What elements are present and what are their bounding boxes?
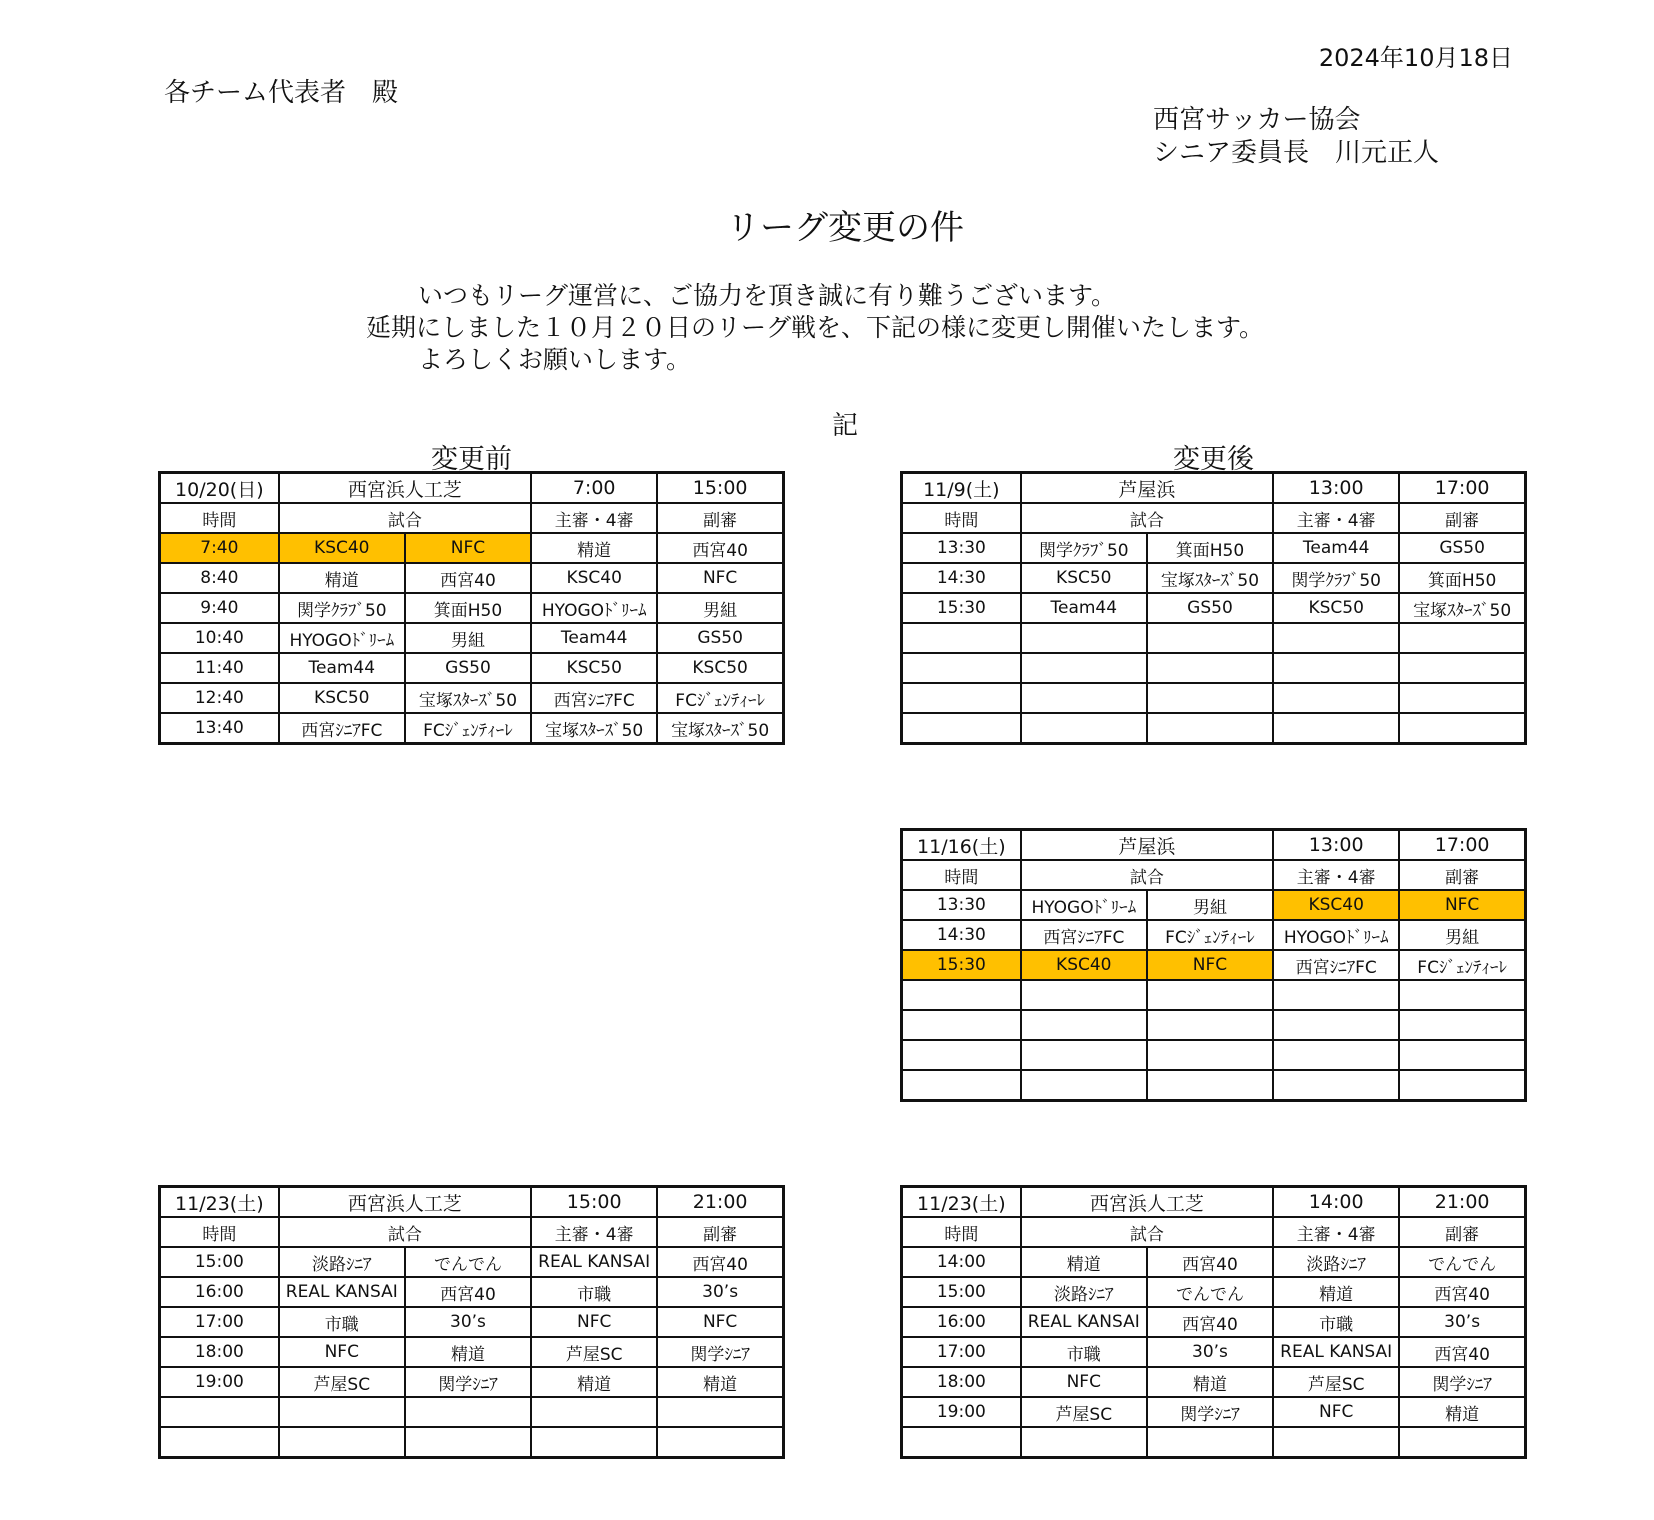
end-time: 17:00 <box>1399 473 1525 504</box>
col-match-label: 試合 <box>1021 1217 1273 1247</box>
schedule-table-before-1123 <box>158 1185 785 1459</box>
table-subheader-row <box>160 503 784 533</box>
assistant-cell <box>1399 713 1525 744</box>
time-cell: 17:00 <box>160 1307 279 1337</box>
assistant-cell: 宝塚ｽﾀｰｽﾞ50 <box>1399 593 1525 623</box>
assistant-cell: 30’s <box>1399 1307 1525 1337</box>
away-team-cell: 宝塚ｽﾀｰｽﾞ50 <box>1147 563 1273 593</box>
assistant-cell: NFC <box>1399 890 1525 920</box>
table-row <box>160 1397 784 1427</box>
referee-cell: REAL KANSAI <box>1273 1337 1399 1367</box>
referee-cell: Team44 <box>531 623 657 653</box>
table-row <box>902 1427 1526 1458</box>
away-team-cell: 西宮40 <box>1147 1247 1273 1277</box>
time-cell: 15:30 <box>902 593 1021 623</box>
away-team-cell: 男組 <box>1147 890 1273 920</box>
start-time: 14:00 <box>1273 1187 1399 1218</box>
end-time: 17:00 <box>1399 830 1525 861</box>
table-row <box>160 1427 784 1458</box>
table-row <box>902 713 1526 744</box>
col-time-label: 時間 <box>902 1217 1021 1247</box>
referee-cell: 精道 <box>531 1367 657 1397</box>
table-row <box>902 1337 1526 1367</box>
body-line-3: よろしくお願いします。 <box>418 345 692 374</box>
table-row <box>902 1367 1526 1397</box>
start-time: 15:00 <box>531 1187 657 1218</box>
assistant-cell: 箕面H50 <box>1399 563 1525 593</box>
table-subheader-row <box>902 503 1526 533</box>
table-header-row <box>902 1187 1526 1218</box>
home-team-cell <box>1021 1427 1147 1458</box>
table-row <box>902 1397 1526 1427</box>
time-cell <box>160 1427 279 1458</box>
table-row <box>902 683 1526 713</box>
venue: 西宮浜人工芝 <box>279 1187 531 1218</box>
schedule-table-after-1116 <box>900 828 1527 1102</box>
table-subheader-row <box>160 1217 784 1247</box>
assistant-cell <box>1399 1427 1525 1458</box>
referee-cell <box>1273 1427 1399 1458</box>
referee-cell: NFC <box>531 1307 657 1337</box>
assistant-cell: 西宮40 <box>1399 1277 1525 1307</box>
away-team-cell: 箕面H50 <box>1147 533 1273 563</box>
col-assistant-label: 副審 <box>1399 503 1525 533</box>
table-row <box>160 533 784 563</box>
assistant-cell <box>1399 980 1525 1010</box>
home-team-cell: 精道 <box>279 563 405 593</box>
assistant-cell: 精道 <box>1399 1397 1525 1427</box>
referee-cell: HYOGOﾄﾞﾘｰﾑ <box>531 593 657 623</box>
col-referee-label: 主審・4審 <box>531 1217 657 1247</box>
assistant-cell <box>657 1397 783 1427</box>
away-team-cell: GS50 <box>1147 593 1273 623</box>
time-cell: 13:30 <box>902 533 1021 563</box>
away-team-cell: NFC <box>1147 950 1273 980</box>
away-team-cell: 30’s <box>405 1307 531 1337</box>
referee-cell: 市職 <box>531 1277 657 1307</box>
table-row <box>902 890 1526 920</box>
table-row <box>902 563 1526 593</box>
time-cell: 15:00 <box>902 1277 1021 1307</box>
col-assistant-label: 副審 <box>1399 860 1525 890</box>
time-cell: 18:00 <box>160 1337 279 1367</box>
table-row <box>160 683 784 713</box>
time-cell: 18:00 <box>902 1367 1021 1397</box>
referee-cell <box>1273 713 1399 744</box>
end-time: 21:00 <box>657 1187 783 1218</box>
table-row <box>902 623 1526 653</box>
referee-cell: 関学ｸﾗﾌﾞ50 <box>1273 563 1399 593</box>
table-subheader-row <box>902 860 1526 890</box>
col-match-label: 試合 <box>1021 860 1273 890</box>
assistant-cell: 男組 <box>1399 920 1525 950</box>
ki-heading: 記 <box>831 411 858 441</box>
table-row <box>160 1307 784 1337</box>
home-team-cell: KSC50 <box>279 683 405 713</box>
table-row <box>902 1247 1526 1277</box>
home-team-cell: 芦屋SC <box>1021 1397 1147 1427</box>
referee-cell: 芦屋SC <box>531 1337 657 1367</box>
section-label-before: 変更前 <box>431 444 512 475</box>
time-cell: 15:00 <box>160 1247 279 1277</box>
home-team-cell: KSC40 <box>279 533 405 563</box>
assistant-cell: 精道 <box>657 1367 783 1397</box>
home-team-cell <box>279 1427 405 1458</box>
home-team-cell: KSC40 <box>1021 950 1147 980</box>
assistant-cell: KSC50 <box>657 653 783 683</box>
sender-block <box>1153 104 1439 170</box>
schedule-table-before-1020 <box>158 471 785 745</box>
home-team-cell: 精道 <box>1021 1247 1147 1277</box>
referee-cell: HYOGOﾄﾞﾘｰﾑ <box>1273 920 1399 950</box>
start-time: 7:00 <box>531 473 657 504</box>
referee-cell: NFC <box>1273 1397 1399 1427</box>
home-team-cell: 淡路ｼﾆｱ <box>279 1247 405 1277</box>
col-time-label: 時間 <box>902 503 1021 533</box>
away-team-cell <box>1147 713 1273 744</box>
referee-cell: KSC50 <box>531 653 657 683</box>
table-row <box>902 653 1526 683</box>
venue: 芦屋浜 <box>1021 830 1273 861</box>
referee-cell: 精道 <box>531 533 657 563</box>
section-label-after: 変更後 <box>1173 444 1254 475</box>
col-match-label: 試合 <box>279 503 531 533</box>
referee-cell <box>531 1397 657 1427</box>
home-team-cell: Team44 <box>1021 593 1147 623</box>
table-row <box>160 1337 784 1367</box>
home-team-cell: HYOGOﾄﾞﾘｰﾑ <box>1021 890 1147 920</box>
away-team-cell: FCｼﾞｪﾝﾃｨｰﾚ <box>405 713 531 744</box>
referee-cell: 西宮ｼﾆｱFC <box>531 683 657 713</box>
table-header-row <box>160 1187 784 1218</box>
assistant-cell <box>1399 653 1525 683</box>
table-header-row <box>902 830 1526 861</box>
away-team-cell <box>1147 1010 1273 1040</box>
home-team-cell: 関学ｸﾗﾌﾞ50 <box>1021 533 1147 563</box>
document-title: リーグ変更の件 <box>726 208 964 248</box>
time-cell <box>902 1070 1021 1101</box>
referee-cell: KSC50 <box>1273 593 1399 623</box>
time-cell: 8:40 <box>160 563 279 593</box>
home-team-cell <box>279 1397 405 1427</box>
away-team-cell <box>1147 980 1273 1010</box>
table-row <box>902 980 1526 1010</box>
time-cell: 14:30 <box>902 920 1021 950</box>
home-team-cell: 淡路ｼﾆｱ <box>1021 1277 1147 1307</box>
time-cell: 17:00 <box>902 1337 1021 1367</box>
schedule-table-after-1123 <box>900 1185 1527 1459</box>
table-row <box>902 950 1526 980</box>
table-row <box>902 1040 1526 1070</box>
col-assistant-label: 副審 <box>1399 1217 1525 1247</box>
table-row <box>160 563 784 593</box>
home-team-cell: 市職 <box>1021 1337 1147 1367</box>
assistant-cell: NFC <box>657 1307 783 1337</box>
referee-cell <box>1273 623 1399 653</box>
time-cell: 19:00 <box>902 1397 1021 1427</box>
table-row <box>160 713 784 744</box>
col-assistant-label: 副審 <box>657 1217 783 1247</box>
referee-cell: KSC40 <box>531 563 657 593</box>
end-time: 15:00 <box>657 473 783 504</box>
away-team-cell: 関学ｼﾆｱ <box>1147 1397 1273 1427</box>
time-cell <box>902 1010 1021 1040</box>
home-team-cell: KSC50 <box>1021 563 1147 593</box>
away-team-cell <box>1147 1070 1273 1101</box>
assistant-cell: FCｼﾞｪﾝﾃｨｰﾚ <box>1399 950 1525 980</box>
table-subheader-row <box>902 1217 1526 1247</box>
match-date: 11/9(土) <box>902 473 1021 504</box>
assistant-cell: FCｼﾞｪﾝﾃｨｰﾚ <box>657 683 783 713</box>
table-header-row <box>902 473 1526 504</box>
table-row <box>902 1010 1526 1040</box>
table-header-row <box>160 473 784 504</box>
match-date: 11/23(土) <box>160 1187 279 1218</box>
assistant-cell: 西宮40 <box>657 533 783 563</box>
assistant-cell: 関学ｼﾆｱ <box>1399 1367 1525 1397</box>
away-team-cell: FCｼﾞｪﾝﾃｨｰﾚ <box>1147 920 1273 950</box>
referee-cell <box>1273 683 1399 713</box>
referee-cell: 芦屋SC <box>1273 1367 1399 1397</box>
away-team-cell: 男組 <box>405 623 531 653</box>
assistant-cell: GS50 <box>657 623 783 653</box>
time-cell <box>902 683 1021 713</box>
assistant-cell: 西宮40 <box>657 1247 783 1277</box>
home-team-cell <box>1021 1070 1147 1101</box>
home-team-cell <box>1021 713 1147 744</box>
home-team-cell: NFC <box>1021 1367 1147 1397</box>
home-team-cell <box>1021 980 1147 1010</box>
table-row <box>902 533 1526 563</box>
table-row <box>160 1247 784 1277</box>
venue: 芦屋浜 <box>1021 473 1273 504</box>
away-team-cell: 精道 <box>405 1337 531 1367</box>
time-cell <box>902 1427 1021 1458</box>
table-row <box>902 1277 1526 1307</box>
assistant-cell: 関学ｼﾆｱ <box>657 1337 783 1367</box>
assistant-cell: 宝塚ｽﾀｰｽﾞ50 <box>657 713 783 744</box>
referee-cell <box>531 1427 657 1458</box>
away-team-cell <box>1147 1427 1273 1458</box>
start-time: 13:00 <box>1273 830 1399 861</box>
table-row <box>902 920 1526 950</box>
col-time-label: 時間 <box>160 503 279 533</box>
away-team-cell <box>1147 623 1273 653</box>
away-team-cell: 宝塚ｽﾀｰｽﾞ50 <box>405 683 531 713</box>
referee-cell: Team44 <box>1273 533 1399 563</box>
document-date: 2024年10月18日 <box>1318 44 1513 72</box>
home-team-cell: 西宮ｼﾆｱFC <box>1021 920 1147 950</box>
home-team-cell <box>1021 653 1147 683</box>
assistant-cell: 30’s <box>657 1277 783 1307</box>
time-cell: 13:30 <box>902 890 1021 920</box>
table-row <box>902 593 1526 623</box>
referee-cell <box>1273 653 1399 683</box>
col-referee-label: 主審・4審 <box>531 503 657 533</box>
table-row <box>160 593 784 623</box>
col-assistant-label: 副審 <box>657 503 783 533</box>
home-team-cell: 市職 <box>279 1307 405 1337</box>
assistant-cell: NFC <box>657 563 783 593</box>
venue: 西宮浜人工芝 <box>279 473 531 504</box>
home-team-cell: HYOGOﾄﾞﾘｰﾑ <box>279 623 405 653</box>
table-row <box>902 1070 1526 1101</box>
sender-name: シニア委員長 川元正人 <box>1153 138 1440 168</box>
home-team-cell <box>1021 1010 1147 1040</box>
assistant-cell: 男組 <box>657 593 783 623</box>
referee-cell <box>1273 1010 1399 1040</box>
assistant-cell <box>1399 623 1525 653</box>
table-row <box>160 1367 784 1397</box>
time-cell: 16:00 <box>160 1277 279 1307</box>
assistant-cell: 西宮40 <box>1399 1337 1525 1367</box>
away-team-cell: 30’s <box>1147 1337 1273 1367</box>
table-row <box>160 653 784 683</box>
home-team-cell: REAL KANSAI <box>279 1277 405 1307</box>
away-team-cell: 精道 <box>1147 1367 1273 1397</box>
time-cell <box>902 653 1021 683</box>
start-time: 13:00 <box>1273 473 1399 504</box>
referee-cell: 市職 <box>1273 1307 1399 1337</box>
away-team-cell: GS50 <box>405 653 531 683</box>
home-team-cell <box>1021 1040 1147 1070</box>
away-team-cell <box>1147 1040 1273 1070</box>
away-team-cell: でんでん <box>405 1247 531 1277</box>
assistant-cell <box>1399 1040 1525 1070</box>
body-line-2: 延期にしました１０月２０日のリーグ戦を、下記の様に変更し開催いたします。 <box>366 313 1265 342</box>
assistant-cell <box>1399 1010 1525 1040</box>
away-team-cell: 西宮40 <box>405 1277 531 1307</box>
col-referee-label: 主審・4審 <box>1273 503 1399 533</box>
home-team-cell: 芦屋SC <box>279 1367 405 1397</box>
assistant-cell: でんでん <box>1399 1247 1525 1277</box>
referee-cell: KSC40 <box>1273 890 1399 920</box>
table-row <box>160 623 784 653</box>
away-team-cell <box>405 1427 531 1458</box>
sender-org: 西宮サッカー協会 <box>1153 105 1361 135</box>
referee-cell: 西宮ｼﾆｱFC <box>1273 950 1399 980</box>
referee-cell: REAL KANSAI <box>531 1247 657 1277</box>
referee-cell <box>1273 980 1399 1010</box>
time-cell <box>902 980 1021 1010</box>
end-time: 21:00 <box>1399 1187 1525 1218</box>
table-row <box>160 1277 784 1307</box>
away-team-cell <box>1147 653 1273 683</box>
away-team-cell: NFC <box>405 533 531 563</box>
referee-cell: 宝塚ｽﾀｰｽﾞ50 <box>531 713 657 744</box>
away-team-cell <box>1147 683 1273 713</box>
home-team-cell <box>1021 683 1147 713</box>
assistant-cell <box>1399 683 1525 713</box>
assistant-cell: GS50 <box>1399 533 1525 563</box>
referee-cell: 精道 <box>1273 1277 1399 1307</box>
referee-cell <box>1273 1040 1399 1070</box>
home-team-cell: NFC <box>279 1337 405 1367</box>
referee-cell <box>1273 1070 1399 1101</box>
time-cell <box>160 1397 279 1427</box>
match-date: 11/16(土) <box>902 830 1021 861</box>
time-cell: 10:40 <box>160 623 279 653</box>
home-team-cell <box>1021 623 1147 653</box>
time-cell <box>902 623 1021 653</box>
time-cell: 11:40 <box>160 653 279 683</box>
time-cell: 12:40 <box>160 683 279 713</box>
home-team-cell: Team44 <box>279 653 405 683</box>
away-team-cell: 箕面H50 <box>405 593 531 623</box>
away-team-cell <box>405 1397 531 1427</box>
time-cell <box>902 1040 1021 1070</box>
home-team-cell: 関学ｸﾗﾌﾞ50 <box>279 593 405 623</box>
time-cell: 16:00 <box>902 1307 1021 1337</box>
referee-cell: 淡路ｼﾆｱ <box>1273 1247 1399 1277</box>
col-referee-label: 主審・4審 <box>1273 1217 1399 1247</box>
home-team-cell: 西宮ｼﾆｱFC <box>279 713 405 744</box>
body-line-1: いつもリーグ運営に、ご協力を頂き誠に有り難うございます。 <box>418 281 1117 310</box>
home-team-cell: REAL KANSAI <box>1021 1307 1147 1337</box>
addressee: 各チーム代表者 殿 <box>164 78 399 108</box>
time-cell: 14:30 <box>902 563 1021 593</box>
match-date: 11/23(土) <box>902 1187 1021 1218</box>
col-time-label: 時間 <box>160 1217 279 1247</box>
col-match-label: 試合 <box>279 1217 531 1247</box>
schedule-table-after-1109 <box>900 471 1527 745</box>
time-cell: 9:40 <box>160 593 279 623</box>
col-match-label: 試合 <box>1021 503 1273 533</box>
time-cell <box>902 713 1021 744</box>
assistant-cell <box>1399 1070 1525 1101</box>
away-team-cell: 関学ｼﾆｱ <box>405 1367 531 1397</box>
assistant-cell <box>657 1427 783 1458</box>
table-row <box>902 1307 1526 1337</box>
time-cell: 14:00 <box>902 1247 1021 1277</box>
time-cell: 15:30 <box>902 950 1021 980</box>
venue: 西宮浜人工芝 <box>1021 1187 1273 1218</box>
away-team-cell: でんでん <box>1147 1277 1273 1307</box>
time-cell: 19:00 <box>160 1367 279 1397</box>
away-team-cell: 西宮40 <box>405 563 531 593</box>
away-team-cell: 西宮40 <box>1147 1307 1273 1337</box>
time-cell: 13:40 <box>160 713 279 744</box>
match-date: 10/20(日) <box>160 473 279 504</box>
time-cell: 7:40 <box>160 533 279 563</box>
col-referee-label: 主審・4審 <box>1273 860 1399 890</box>
col-time-label: 時間 <box>902 860 1021 890</box>
